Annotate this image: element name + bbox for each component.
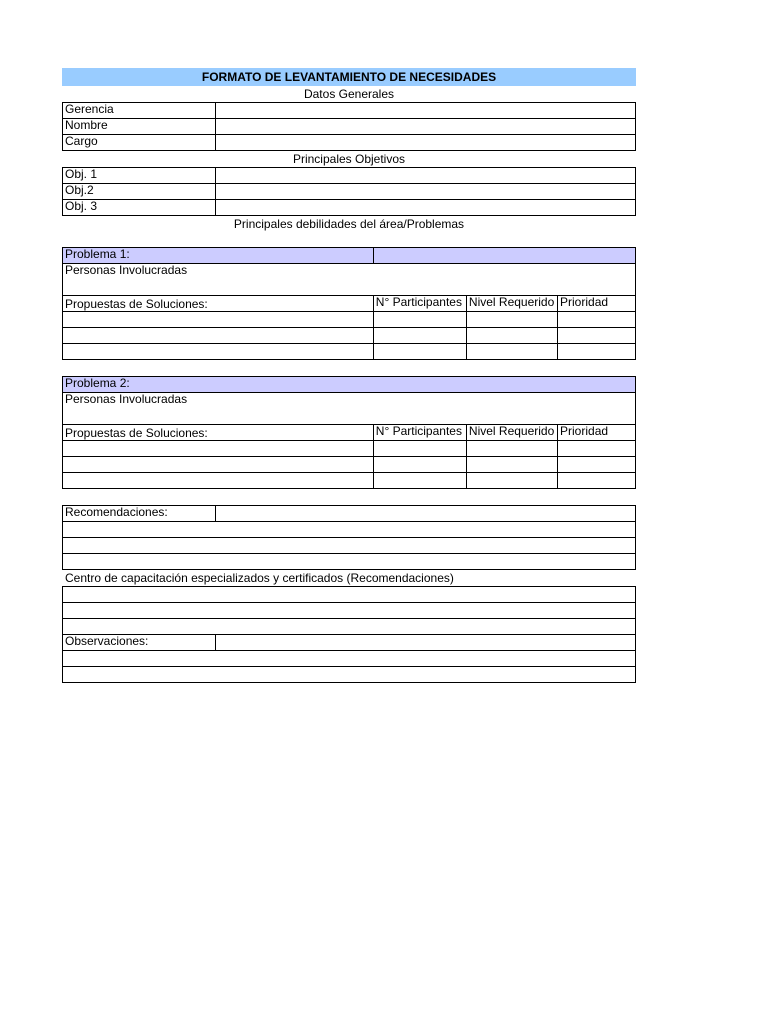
table-row [63, 506, 636, 522]
solution-cell[interactable] [63, 312, 374, 328]
table-row [63, 119, 636, 135]
centro-line[interactable] [63, 619, 636, 635]
col-prioridad-1: Prioridad [558, 296, 636, 312]
table-row [63, 554, 636, 570]
table-row [63, 200, 636, 216]
table-row [63, 328, 636, 344]
table-row [63, 441, 636, 457]
table-row [63, 103, 636, 119]
priority-cell[interactable] [558, 328, 636, 344]
field-label-obj2: Obj.2 [63, 184, 216, 200]
table-row [63, 538, 636, 554]
table-row [63, 312, 636, 328]
section-debilidades: Principales debilidades del área/Problemas [233, 217, 465, 231]
centro-line[interactable] [63, 587, 636, 603]
priority-cell[interactable] [558, 312, 636, 328]
participants-cell[interactable] [373, 344, 466, 360]
field-label-cargo: Cargo [63, 135, 216, 151]
table-row [63, 635, 636, 651]
table-row [63, 135, 636, 151]
section-principales-objetivos: Principales Objetivos [292, 152, 406, 166]
field-label-gerencia: Gerencia [63, 103, 216, 119]
table-row [63, 425, 636, 441]
solution-cell[interactable] [63, 473, 374, 489]
table-row [63, 344, 636, 360]
recomendaciones-table [62, 505, 636, 570]
problema-2-label[interactable]: Problema 2: [63, 377, 636, 393]
table-row [63, 603, 636, 619]
solution-cell[interactable] [63, 457, 374, 473]
recomendaciones-label: Recomendaciones: [63, 506, 216, 522]
table-row [63, 473, 636, 489]
problema-2-table [62, 376, 636, 489]
table-row [63, 587, 636, 603]
form-title: FORMATO DE LEVANTAMIENTO DE NECESIDADES [62, 68, 636, 86]
col-participantes-1: N° Participantes [373, 296, 466, 312]
col-participantes-2: N° Participantes [373, 425, 466, 441]
level-cell[interactable] [466, 344, 557, 360]
table-row [63, 457, 636, 473]
solution-cell[interactable] [63, 344, 374, 360]
field-label-obj1: Obj. 1 [63, 168, 216, 184]
personas-involucradas-1: Personas Involucradas [63, 264, 636, 296]
col-nivel-1: Nivel Requerido [466, 296, 557, 312]
table-row [63, 296, 636, 312]
observaciones-line[interactable] [63, 651, 636, 667]
participants-cell[interactable] [373, 441, 466, 457]
level-cell[interactable] [466, 457, 557, 473]
participants-cell[interactable] [373, 473, 466, 489]
priority-cell[interactable] [558, 473, 636, 489]
field-label-nombre: Nombre [63, 119, 216, 135]
form-sheet [62, 68, 636, 683]
personas-involucradas-2: Personas Involucradas [63, 393, 636, 425]
solution-cell[interactable] [63, 328, 374, 344]
recomendaciones-cell[interactable] [216, 506, 636, 522]
propuestas-label-1: Propuestas de Soluciones: [63, 296, 374, 312]
level-cell[interactable] [466, 441, 557, 457]
centro-observaciones-table [62, 586, 636, 683]
objetivos-table [62, 167, 636, 216]
level-cell[interactable] [466, 312, 557, 328]
propuestas-label-2: Propuestas de Soluciones: [63, 425, 374, 441]
table-row [63, 522, 636, 538]
recomendaciones-line[interactable] [63, 554, 636, 570]
field-obj1-cell[interactable] [216, 168, 636, 184]
level-cell[interactable] [466, 473, 557, 489]
table-row [63, 184, 636, 200]
priority-cell[interactable] [558, 457, 636, 473]
priority-cell[interactable] [558, 344, 636, 360]
table-row [63, 248, 636, 264]
field-label-obj3: Obj. 3 [63, 200, 216, 216]
field-cargo-cell[interactable] [216, 135, 636, 151]
problema-1-label: Problema 1: [63, 248, 374, 264]
field-gerencia-cell[interactable] [216, 103, 636, 119]
centro-line[interactable] [63, 603, 636, 619]
recomendaciones-line[interactable] [63, 522, 636, 538]
observaciones-label: Observaciones: [63, 635, 216, 651]
table-row [63, 667, 636, 683]
participants-cell[interactable] [373, 457, 466, 473]
field-obj2-cell[interactable] [216, 184, 636, 200]
col-prioridad-2: Prioridad [558, 425, 636, 441]
section-centro-capacitacion: Centro de capacitación especializados y certificados (Recomendaciones) [65, 571, 454, 585]
problema-1-table [62, 247, 636, 360]
participants-cell[interactable] [373, 328, 466, 344]
section-datos-generales: Datos Generales [303, 87, 395, 101]
solution-cell[interactable] [63, 441, 374, 457]
field-nombre-cell[interactable] [216, 119, 636, 135]
recomendaciones-line[interactable] [63, 538, 636, 554]
table-row [63, 377, 636, 393]
participants-cell[interactable] [373, 312, 466, 328]
level-cell[interactable] [466, 328, 557, 344]
problema-1-cell[interactable] [373, 248, 635, 264]
table-row [63, 619, 636, 635]
field-obj3-cell[interactable] [216, 200, 636, 216]
table-row [63, 168, 636, 184]
datos-generales-table [62, 102, 636, 151]
table-row [63, 393, 636, 425]
priority-cell[interactable] [558, 441, 636, 457]
table-row [63, 264, 636, 296]
table-row [63, 651, 636, 667]
observaciones-line[interactable] [63, 667, 636, 683]
col-nivel-2: Nivel Requerido [466, 425, 557, 441]
observaciones-cell[interactable] [216, 635, 636, 651]
